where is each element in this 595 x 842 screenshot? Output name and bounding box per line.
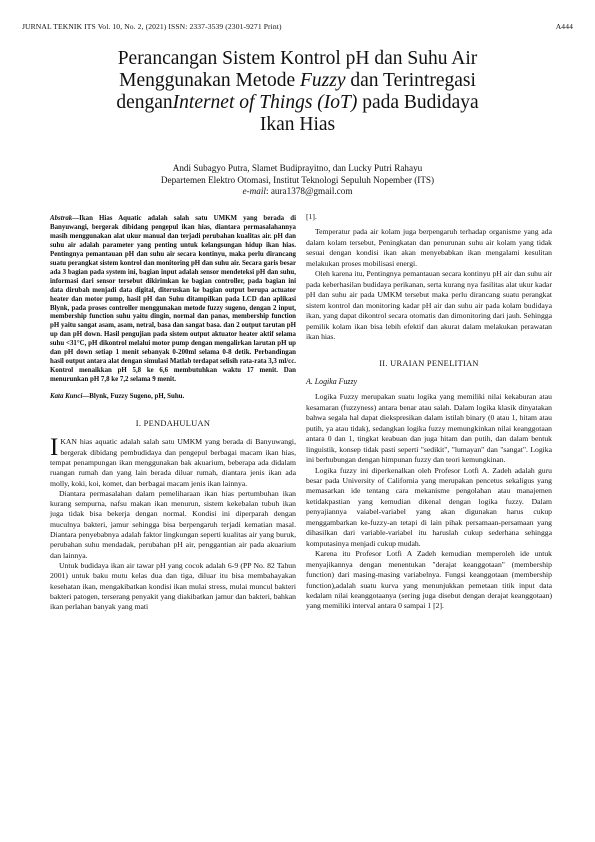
author-email — [40, 186, 555, 198]
title-line-3 — [40, 92, 555, 114]
title-italic-text: Fuzzy — [299, 70, 346, 91]
running-header — [22, 22, 573, 34]
paragraph-monitoring: Oleh karena itu, Pentingnya pemantauan secara kontinyu pH air dan suhu air pada keberhasilan budidaya perikanan, serta kurang nya fasilitas alat ukur kadar pH dan suhu air pada UMKM tersebut maka perlu dirancang suatu perangkat sistem kontrol dan monitoring kadar pH air dan suhu air pada kolam budidaya ikan, yang dapat dikontrol secara otomatis dan dimonitoring dari jauh. Sehingga pemilik kolam ikan bisa lebih efektif dan akurat dalam melakukan perawatan ikan hias. — [306, 269, 552, 341]
email-label: e-mail — [242, 186, 266, 196]
paragraph-temperature: Temperatur pada air kolam juga berpengaruh terhadap organisme yang ada dalam kolam tersebut, Peningkatan dan penurunan suhu air kolam yang tidak sesuai dengan kondisi ikan akan menyebabkan ikan mengalami kesulitan melakukan proses mobilisasi energi. — [306, 227, 552, 268]
email-address: : aura1378@gmail.com — [265, 186, 353, 196]
abstract-text: —Ikan Hias Aquatic adalah salah satu UMKM yang berada di Banyuwangi, bergerak dibidang pengepul ikan hias, diantara permasalahannya masih menggunakan alat ukur manual dan terjadi perubahan kualitas air. pH dan suhu air adalah parameter yang penting untuk kelangsungan hidup ikan hias. Pentingnya pemantauan pH dan suhu air secara kontinyu, maka perlu dirancang suatu perangkat sistem kontrol dan monitoring pH dan suhu air. Secara garis besar ada 3 bagian pada system ini, bagian input adalah sensor mendeteksi pH dan suhu, informasi dari sensor tersebut dikirimkan ke bagian controller, pada bagian ini data dirubah menjadi data digital, diteruskan ke bagian output berupa actuator heater dan motor pump, hasil pH dan Suhu ditampilkan pada LCD dan aplikasi Blynk, pada proses controller menggunakan metode fuzzy sugeno, dengan 2 input, membership function suhu yaitu dingin, normal dan panas, membership function pH yaitu sangat asam, asam, netral, basa dan sangat basa. dan 2 output tarutan pH up dan pH down. Hasil pengujian pada sistem output aktuator heater aktif selama suhu <31°C, pH dikontrol melalui motor pump dengan mengalirkan larutan pH up dan pH down setiap 1 menit sebanyak 0-200ml selama 0-8 detik. Perbandingan hasil output antara alat dengan simulasi Matlab terdapat selisih rata-rata 3,3 ml/cc. Kontrol menaikkan pH 5,8 ke 6,6 membutuhkan waktu 17 menit. Dan menurunkan pH 7,8 ke 7,2 selama 9 menit. — [50, 215, 296, 384]
abstract — [50, 215, 296, 385]
section-heading-introduction: I. PENDAHULUAN — [135, 419, 211, 429]
paragraph-zadeh: Logika fuzzy ini diperkenalkan oleh Profesor Lotfi A. Zadeh adalah guru besar pada University of California yang merupakan pencetus sekaligus yang memasarkan ide tentang cara mekanisme pengolahan atau manajemen ketidakpastian yang kemudian dikenal dengan logika fuzzy. Dalam penyajiannya vaiabel-variabel yang akan digunakan harus cukup menggambarkan ke-fuzzy-an tetapi di lain pihak persamaan-persamaan yang dihasilkan dari variable-variabel itu haruslah cukup sederhana sehingga komputasinya menjadi cukup mudah. — [306, 465, 552, 548]
title-text: dengan — [116, 92, 173, 113]
citation-continuation: [1]. — [306, 212, 317, 221]
section-heading-research: II. URAIAN PENELITIAN — [379, 359, 479, 369]
right-column — [306, 212, 552, 612]
paragraph-membership: Karena itu Profesor Lotfi A Zadeh kemudian memperoleh ide untuk menyajikannya dengan menentukan "derajat keanggotaan" (membership function) dari masing-masing variabelnya. Fungsi keanggotaan (membership function),adalah suatu kurva yang menunjukkan pemetaan titik input data kedalam nilai keanggotaanya (sering juga disebut dengan derajat keanggotaan) yang memiliki interval antara 0 sampai 1 [2]. — [306, 549, 552, 611]
left-column — [50, 215, 296, 612]
abstract-label: Abstrak — [50, 215, 73, 222]
drop-cap: I — [50, 434, 59, 462]
author-block — [40, 163, 555, 198]
title-italic-text: Internet of Things (IoT) — [172, 92, 358, 113]
journal-info: JURNAL TEKNIK ITS Vol. 10, No. 2, (2021) ISSN: 2337-3539 (2301-9271 Print) — [22, 22, 282, 31]
paragraph: KAN hias aquatic adalah salah satu UMKM yang berada di Banyuwangi, bergerak dibidang pembudidaya dan pengepul berbagai macam ikan hias, tempat penampungan ikan menggunakan bak akuarium, beberapa ada didalam ruangan rumah dan yang lain berada diluar rumah, diantara jenis ikan ada molly, koki, koi, komet, dan berbagai macam jenis ikan lainnya. — [50, 437, 296, 488]
title-text: dan Terintregasi — [345, 70, 476, 91]
paragraph-fuzzy-logic: Logika Fuzzy merupakan suatu logika yang memiliki nilai kekaburan atau kesamaran (fuzzyness) antara benar atau salah. Dalam logika klasik dinyatakan bahwa segala hal dapat diekspresikan dalam istilah binary (0 atau 1, hitam atau putih, ya atau tidak), sedangkan logika fuzzy memungkinkan nilai keanggotaan antara 0 dan 1, tingkat keabuan dan juga hitam dan putih, dan dalam bentuk linguistik, konsep tidak pasti seperti "sedikit", "lumayan" dan "sangat". Logika ini berhubungan dengan himpunan fuzzy dan teori kemungkinan. — [306, 392, 552, 465]
author-affiliation: Departemen Elektro Otomasi, Institut Teknologi Sepuluh Nopember (ITS) — [160, 174, 435, 185]
intro-paragraph-3: Untuk budidaya ikan air tawar pH yang cocok adalah 6-9 (PP No. 82 Tahun 2001) untuk baku mutu kelas dua dan tiga, diluar itu bisa membahayakan kesehatan ikan, mengakibatkan kondisi ikan mulai stress, mulai muncul bakteri bakteri patogen, terserang penyakit yang diakibatkan jamur dan bakteri, bahkan ikan perlahan banyak yang mati — [50, 560, 296, 612]
title-text: pada Budidaya — [357, 92, 479, 113]
intro-paragraph-1 — [50, 434, 296, 488]
paper-title — [40, 48, 555, 136]
keywords-label: Kata Kunci — [50, 393, 83, 401]
title-line-1: Perancangan Sistem Kontrol pH dan Suhu Air — [117, 48, 478, 69]
intro-paragraph-2: Diantara permasalahan dalam pemeliharaan ikan hias pertumbuhan ikan kurang sempurna, nafsu makan ikan menurun, sistem kekebalan tubuh ikan juga tidak bisa bekerja dengan normal. Kondisi ini diperparah dengan muculnya bakteri, jamur sehingga bisa berpengaruh terjadi kematian masal. Diantara penyebabnya adalah faktor lingkungan seperti kualitas air yang buruk, perubahan suhu mendadak, perubahan pH air, penggantian air pada akuarium dan lainnya. — [50, 488, 296, 560]
keywords-text: —Blynk, Fuzzy Sugeno, pH, Suhu. — [82, 393, 185, 401]
title-line-2 — [40, 70, 555, 92]
keywords — [50, 393, 296, 402]
subsection-heading-fuzzy: A. Logika Fuzzy — [306, 376, 358, 386]
title-text: Menggunakan Metode — [119, 70, 300, 91]
page-number: A444 — [555, 22, 573, 31]
author-names: Andi Subagyo Putra, Slamet Budiprayitno, dan Lucky Putri Rahayu — [172, 163, 423, 173]
title-line-4: Ikan Hias — [259, 114, 336, 135]
